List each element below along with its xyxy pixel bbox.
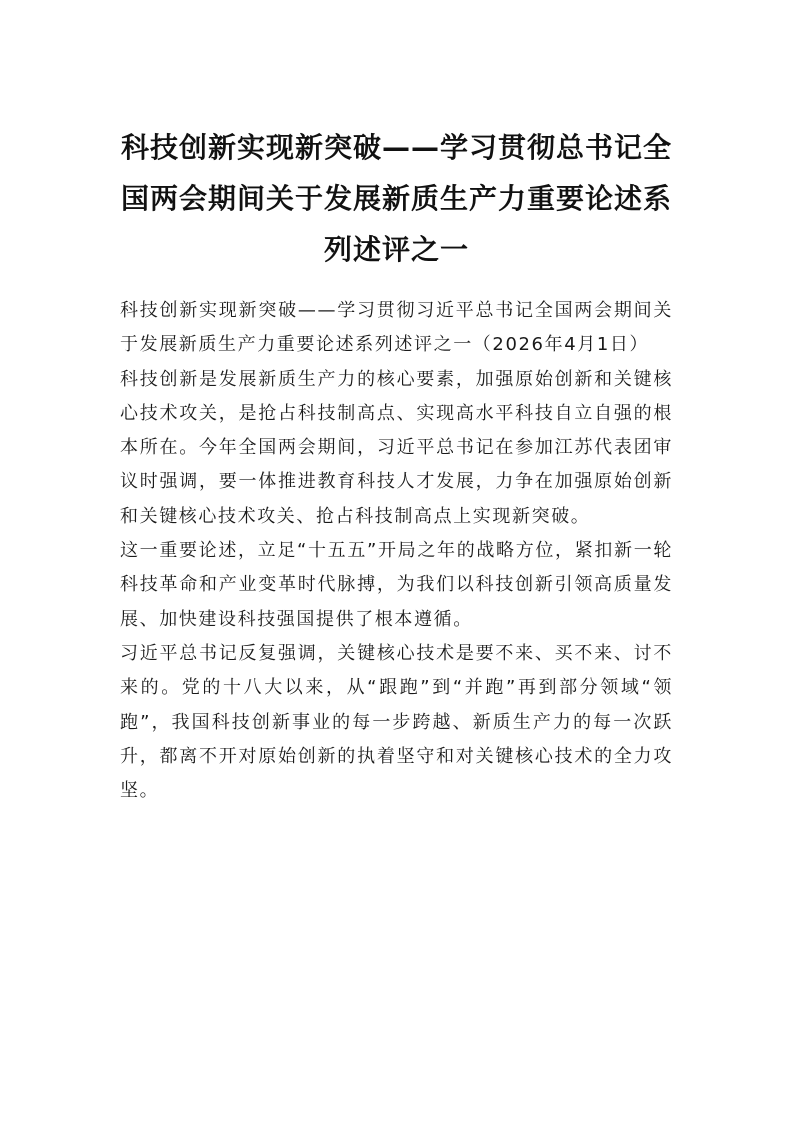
document-title: 科技创新实现新突破——学习贯彻总书记全国两会期间关于发展新质生产力重要论述系列述评之一 — [120, 131, 672, 266]
paragraph-dateline: 科技创新实现新突破——学习贯彻习近平总书记全国两会期间关于发展新质生产力重要论述系列述评之一（2026年4月1日） — [120, 300, 673, 356]
paragraph: 习近平总书记反复强调，关键核心技术是要不来、买不来、讨不来的。党的十八大以来，从“跟跑”到“并跑”再到部分领域“领跑”，我国科技创新事业的每一步跨越、新质生产力的每一次跃升，都离不开对原始创新的执着坚守和对关键核心技术的全力攻坚。 — [120, 642, 673, 802]
paragraph: 这一重要论述，立足“十五五”开局之年的战略方位，紧扣新一轮科技革命和产业变革时代脉搏，为我们以科技创新引领高质量发展、加快建设科技强国提供了根本遵循。 — [120, 540, 673, 630]
paragraph: 科技创新是发展新质生产力的核心要素，加强原始创新和关键核心技术攻关，是抢占科技制高点、实现高水平科技自立自强的根本所在。今年全国两会期间，习近平总书记在参加江苏代表团审议时强调，要一体推进教育科技人才发展，力争在加强原始创新和关键核心技术攻关、抢占科技制高点上实现新突破。 — [120, 368, 673, 527]
document-body — [120, 294, 673, 808]
